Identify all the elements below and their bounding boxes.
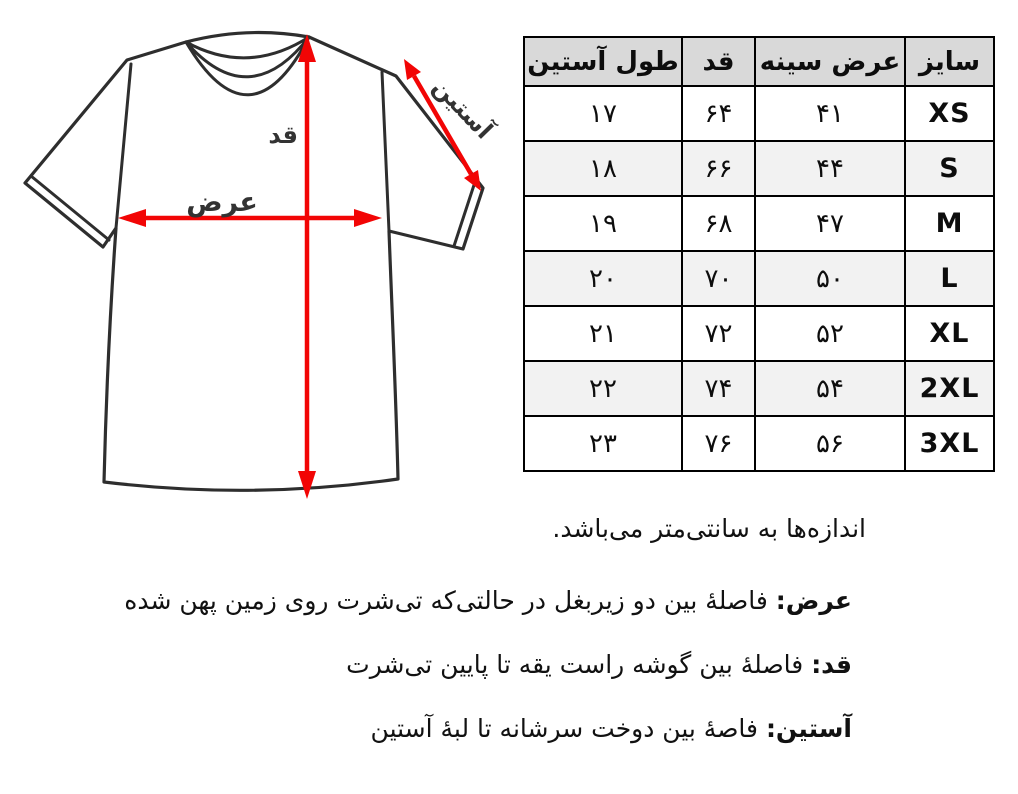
table-row: [524, 196, 994, 251]
value-cell: ۲۲: [524, 361, 682, 416]
size-cell: 3XL: [905, 416, 994, 471]
table-row: [524, 306, 994, 361]
value-cell: ۷۶: [682, 416, 755, 471]
length-label: قد: [268, 121, 298, 149]
value-cell: ۷۰: [682, 251, 755, 306]
value-cell: ۵۶: [755, 416, 905, 471]
width-term: عرض:: [775, 586, 852, 615]
value-cell: ۶۴: [682, 86, 755, 141]
sleeve-definition: [371, 714, 852, 743]
length-definition: [346, 650, 852, 679]
table-row: [524, 416, 994, 471]
header-size: سایز: [905, 37, 994, 86]
table-row: [524, 251, 994, 306]
size-cell: XL: [905, 306, 994, 361]
header-length: قد: [682, 37, 755, 86]
size-cell: L: [905, 251, 994, 306]
size-cell: XS: [905, 86, 994, 141]
unit-note: اندازه‌ها به سانتی‌متر می‌باشد.: [552, 514, 866, 543]
header-sleeve-length: طول آستین: [524, 37, 682, 86]
width-definition: [124, 586, 852, 615]
table-header-row: [524, 37, 994, 86]
value-cell: ۴۴: [755, 141, 905, 196]
tshirt-outline: [25, 33, 483, 491]
table-row: [524, 141, 994, 196]
tshirt-measurement-diagram: [0, 0, 510, 510]
value-cell: ۷۲: [682, 306, 755, 361]
value-cell: ۵۲: [755, 306, 905, 361]
value-cell: ۴۷: [755, 196, 905, 251]
value-cell: ۵۰: [755, 251, 905, 306]
value-cell: ۲۳: [524, 416, 682, 471]
value-cell: ۱۷: [524, 86, 682, 141]
value-cell: ۲۱: [524, 306, 682, 361]
size-cell: 2XL: [905, 361, 994, 416]
length-term: قد:: [811, 650, 852, 679]
table-row: [524, 86, 994, 141]
header-chest-width: عرض سینه: [755, 37, 905, 86]
sleeve-definition-text: فاصۀ بین دوخت سرشانه تا لبۀ آستین: [370, 714, 766, 743]
value-cell: ۱۹: [524, 196, 682, 251]
value-cell: ۲۰: [524, 251, 682, 306]
sleeve-term: آستین:: [765, 714, 852, 743]
value-cell: ۵۴: [755, 361, 905, 416]
size-table: [523, 36, 995, 472]
width-label: عرض: [186, 187, 258, 218]
width-definition-text: فاصلۀ بین دو زیربغل در حالتی‌که تی‌شرت روی زمین پهن شده: [124, 586, 776, 615]
value-cell: ۴۱: [755, 86, 905, 141]
value-cell: ۷۴: [682, 361, 755, 416]
value-cell: ۱۸: [524, 141, 682, 196]
value-cell: ۶۶: [682, 141, 755, 196]
value-cell: ۶۸: [682, 196, 755, 251]
size-cell: M: [905, 196, 994, 251]
size-cell: S: [905, 141, 994, 196]
table-row: [524, 361, 994, 416]
sleeve-label: آستین: [427, 72, 499, 145]
length-definition-text: فاصلۀ بین گوشه راست یقه تا پایین تی‌شرت: [346, 650, 812, 679]
